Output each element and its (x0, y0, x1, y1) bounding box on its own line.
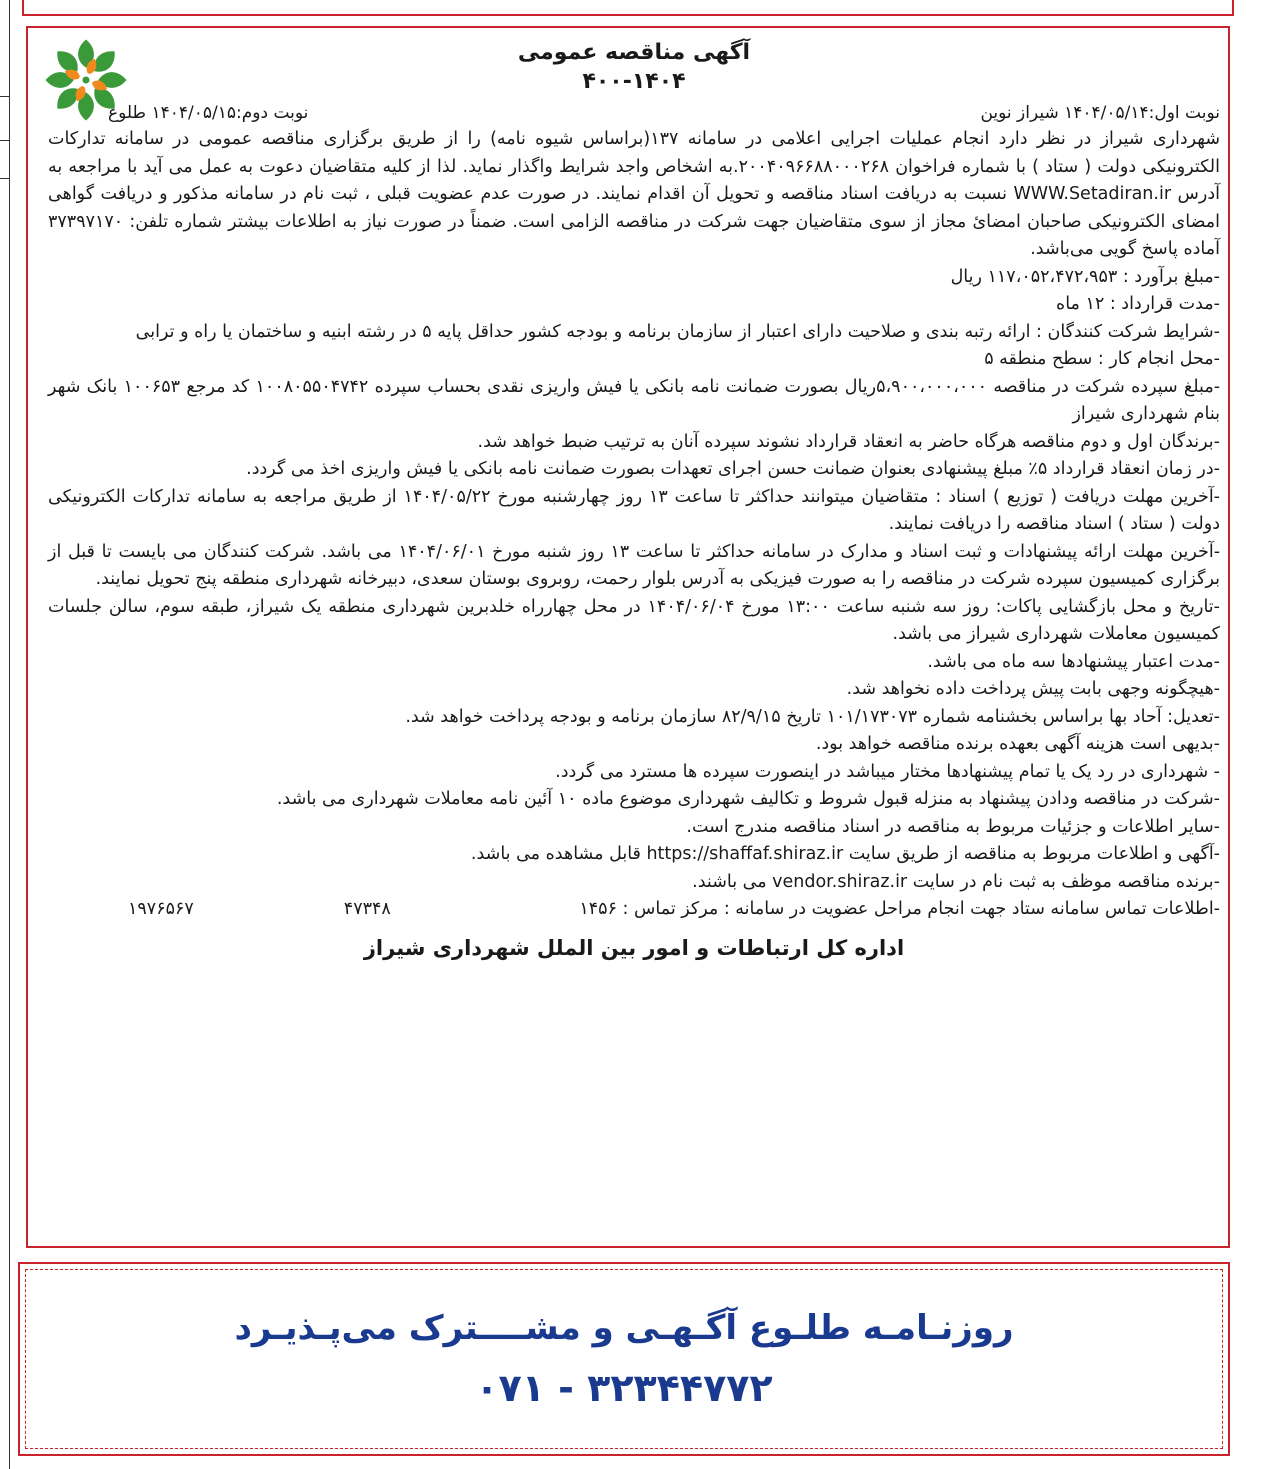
previous-ad-frame (22, 0, 1234, 16)
notice-dates (48, 100, 1220, 126)
ad-paragraph: - شهرداری در رد یک یا تمام پیشنهادها مختار میباشد در اینصورت سپرده ها مسترد می گردد. (555, 761, 1220, 782)
contact-number-2: ۴۷۳۴۸ (343, 899, 391, 919)
ad-paragraph: -برندگان اول و دوم مناقصه هرگاه حاضر به انعقاد قرارداد نشوند سپرده آنان به ترتیب ضبط خواهد شد. (477, 431, 1220, 452)
ad-paragraph: -آخرین مهلت دریافت ( توزیع ) اسناد : متقاضیان میتوانند حداکثر تا ساعت ۱۳ روز چهارشنبه مورخ ۱۴۰۴/۰۵/۲۲ از طریق مراجعه به سامانه تدارکات الکترونیکی دولت ( ستاد ) اسناد مناقصه را دریافت نمایند. (48, 486, 1220, 534)
banner-phone: ۰۷۱ - ۳۲۳۴۴۷۷۲ (475, 1366, 773, 1410)
contact-number-1: ۱۹۷۶۵۶۷ (128, 899, 194, 919)
ad-paragraph: -در زمان انعقاد قرارداد ۵٪ مبلغ پیشنهادی بعنوان ضمانت حسن اجرای تعهدات بصورت ضمانت نامه بانکی یا فیش واریزی اخذ می گردد. (246, 459, 1220, 479)
ad-paragraph: -مبلغ سپرده شرکت در مناقصه ۵،۹۰۰،۰۰۰،۰۰۰ریال بصورت ضمانت نامه بانکی یا فیش واریزی نقدی بحساب سپرده ۱۰۰۸۰۵۵۰۴۷۴۲ کد مرجع ۱۰۰۶۵۳ بانک شهر بنام شهرداری شیراز (48, 376, 1221, 424)
ad-paragraph: -برنده مناقصه موظف به ثبت نام در سایت vendor.shiraz.ir می باشند. (692, 871, 1220, 892)
notice-second: نوبت دوم:۱۴۰۴/۰۵/۱۵ طلوع (108, 103, 309, 123)
left-column-rule (0, 0, 10, 1469)
ad-content (48, 40, 1220, 960)
newspaper-banner (18, 1262, 1230, 1456)
ad-paragraph: -مدت قرارداد : ۱۲ ماه (1056, 294, 1220, 314)
ad-paragraph: -محل انجام کار : سطح منطقه ۵ (984, 349, 1220, 369)
ad-paragraph: -تعدیل: آحاد بها براساس بخشنامه شماره ۱۰۱/۱۷۳۰۷۳ تاریخ ۸۲/۹/۱۵ سازمان برنامه و بودجه پرداخت خواهد شد. (405, 706, 1220, 727)
issuing-office: اداره کل ارتباطات و امور بین الملل شهرداری شیراز (363, 935, 905, 960)
ad-paragraph: -آگهی و اطلاعات مربوط به مناقصه از طریق سایت https://shaffaf.shiraz.ir قابل مشاهده می باشد. (470, 844, 1220, 864)
ad-paragraph: شهرداری شیراز در نظر دارد انجام عملیات اجرایی اعلامی در سامانه ۱۳۷(براساس شیوه نامه) را از طریق برگزاری مناقصه عمومی در سامانه تدارکات الکترونیکی دولت ( ستاد ) با شماره فراخوان ۲۰۰۴۰۹۶۶۸۸۰۰۰۲۶۸.به اشخاص واجد شرایط واگذار نماید. لذا از کلیه متقاضیان دعوت به عمل می آید با مراجعه به آدرس WWW.Setadiran.ir نسبت به دریافت اسناد مناقصه و تحویل آن اقدام نمایند. در صورت عدم عضویت قبلی ، ثبت نام در سامانه مذکور و دریافت گواهی امضای الکترونیکی صاحبان امضائ مجاز از سوی متقاضیان جهت شرکت در مناقصه الزامی است. ضمناً در صورت نیاز به اطلاعات بیشتر شماره تلفن: ۳۷۳۹۷۱۷۰ آماده پاسخ گویی می‌باشد. (48, 129, 1221, 259)
ad-title: آگهی مناقصه عمومی (517, 40, 751, 65)
ad-body (48, 126, 1220, 896)
banner-slogan: روزنـامـه طلـوع آگـهـی و مشــــترک می‌پـذیـرد (234, 1308, 1014, 1348)
ad-paragraph: -مبلغ برآورد : ۱۱۷،۰۵۲،۴۷۲،۹۵۳ ریال (950, 266, 1220, 287)
ad-paragraph: -مدت اعتبار پیشنهادها سه ماه می باشد. (927, 651, 1220, 672)
tender-number: ۴۰۰-۱۴۰۴ (582, 69, 686, 94)
ad-paragraph: -آخرین مهلت ارائه پیشنهادات و ثبت اسناد و مدارک در سامانه حداکثر تا ساعت ۱۳ روز شنبه مورخ ۱۴۰۴/۰۶/۰۱ می باشد. شرکت کنندگان می بایست تا قبل از برگزاری کمیسیون سپرده شرکت در مناقصه را به صورت فیزیکی به آدرس بلوار رحمت، روبروی بوستان سعدی، دبیرخانه شهرداری منطقه پنج تحویل نمایند. (48, 541, 1221, 589)
ad-paragraph: -هیچگونه وجهی بابت پیش پرداخت داده نخواهد شد. (846, 679, 1220, 699)
notice-first: نوبت اول:۱۴۰۴/۰۵/۱۴ شیراز نوین (980, 103, 1220, 123)
ad-paragraph: -سایر اطلاعات و جزئیات مربوط به مناقصه در اسناد مناقصه مندرج است. (686, 816, 1220, 837)
contact-text: -اطلاعات تماس سامانه ستاد جهت انجام مراحل عضویت در سامانه : مرکز تماس : ۱۴۵۶ (579, 899, 1220, 919)
ad-paragraph: -شرکت در مناقصه ودادن پیشنهاد به منزله قبول شروط و تکالیف شهرداری موضوع ماده ۱۰ آئین نامه معاملات شهرداری می باشد. (276, 789, 1220, 809)
ad-paragraph: -بدیهی است هزینه آگهی بعهده برنده مناقصه خواهد بود. (815, 734, 1220, 754)
ad-paragraph: -تاریخ و محل بازگشایی پاکات: روز سه شنبه ساعت ۱۳:۰۰ مورخ ۱۴۰۴/۰۶/۰۴ در محل چهارراه خلدبرین شهرداری منطقه یک شیراز، طبقه سوم، سالن جلسات کمیسیون معاملات شهرداری شیراز می باشد. (48, 596, 1220, 644)
ad-paragraph: -شرایط شرکت کنندگان : ارائه رتبه بندی و صلاحیت دارای اعتبار از سازمان برنامه و بودجه کشور حداقل پایه ۵ در رشته ابنیه و ساختمان یا راه و ترابی (135, 321, 1220, 342)
contact-info (48, 896, 1220, 924)
tender-ad (26, 26, 1230, 1248)
